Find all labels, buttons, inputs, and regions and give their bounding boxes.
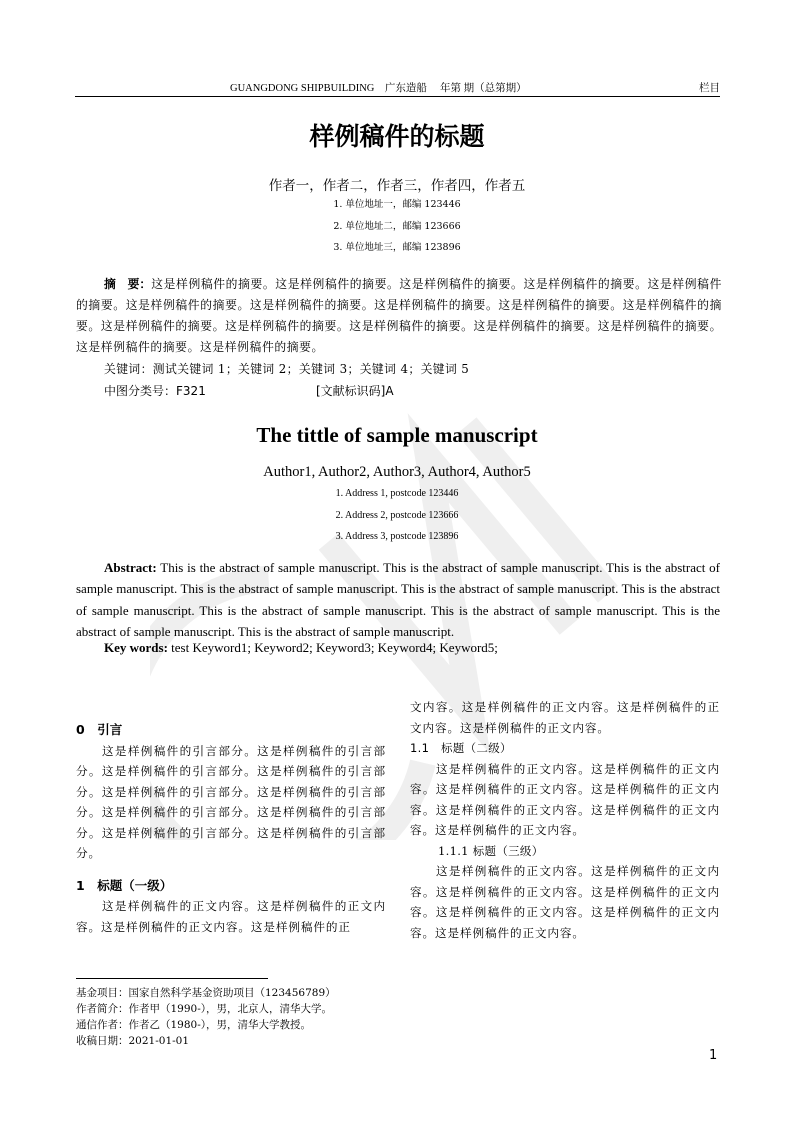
footnote-author-bio: 作者简介：作者甲（1990-），男，北京人，清华大学。 <box>76 1003 333 1015</box>
title-cn: 样例稿件的标题 <box>309 122 485 151</box>
section1-text-continued: 文内容。这是样例稿件的正文内容。这是样例稿件的正文内容。这是样例稿件的正文内容。 <box>410 700 720 735</box>
issue-info: 年第 期（总第期） <box>440 83 527 94</box>
clc-code: F321 <box>176 384 206 398</box>
heading-level3: 1.1.1 标题（三级） <box>438 843 544 858</box>
address-cn-2: 2. 单位地址二，邮编 123666 <box>333 221 461 232</box>
abstract-cn-label: 摘 要： <box>104 277 152 291</box>
footnote-rule <box>76 978 268 979</box>
running-header <box>75 80 720 97</box>
authors-en: Author1, Author2, Author3, Author4, Author5 <box>263 464 531 480</box>
heading-introduction: 0 引言 <box>76 722 123 737</box>
title-en: The tittle of sample manuscript <box>256 423 538 447</box>
keywords-en <box>104 640 498 656</box>
heading-level1: 1 标题（一级） <box>76 877 173 893</box>
left-column <box>76 720 386 937</box>
heading-level2: 1.1 标题（二级） <box>410 741 512 755</box>
classification <box>104 382 504 399</box>
abstract-en-text: This is the abstract of sample manuscript. This is the abstract of sample manuscript. This is the abstract of sample manuscript. This is the abstract of sample manuscript. This is the abstract of sample manuscript. This is the abstract of sample manuscript. This is the abstract of sample manuscript. This is the abstract of sample manuscript. This is the abstract of sample manuscript. This is the abstract of sample manuscript. <box>76 560 720 639</box>
abstract-cn-text: 这是样例稿件的摘要。这是样例稿件的摘要。这是样例稿件的摘要。这是样例稿件的摘要。这是样例稿件的摘要。这是样例稿件的摘要。这是样例稿件的摘要。这是样例稿件的摘要。这是样例稿件的摘要。这是样例稿件的摘要。这是样例稿件的摘要。这是样例稿件的摘要。这是样例稿件的摘要。这是样例稿件的摘要。这是样例稿件的摘要。这是样例稿件的摘要。这是样例稿件的摘要。 <box>76 277 722 354</box>
page-number: 1 <box>709 1048 718 1063</box>
abstract-en <box>76 557 720 642</box>
journal-name-cn: 广东造船 <box>384 83 427 94</box>
keywords-en-label: Key words: <box>104 640 168 655</box>
keywords-cn <box>104 360 469 377</box>
footnotes <box>76 985 336 1049</box>
footnote-fund: 基金项目：国家自然科学基金资助项目（123456789） <box>76 987 336 999</box>
clc-label: 中图分类号： <box>104 384 177 398</box>
address-cn-1: 1. 单位地址一，邮编 123446 <box>333 199 461 210</box>
right-column <box>410 697 720 943</box>
footnote-received-date: 收稿日期：2021-01-01 <box>76 1035 190 1047</box>
abstract-en-label: Abstract: <box>104 560 157 575</box>
document-code: [文献标识码]A <box>316 384 394 398</box>
introduction-text: 这是样例稿件的引言部分。这是样例稿件的引言部分。这是样例稿件的引言部分。这是样例稿件的引言部分。这是样例稿件的引言部分。这是样例稿件的引言部分。这是样例稿件的引言部分。这是样例稿件的引言部分。这是样例稿件的引言部分。这是样例稿件的引言部分。 <box>76 743 386 860</box>
keywords-en-text: test Keyword1; Keyword2; Keyword3; Keyword4; Keyword5; <box>167 640 498 655</box>
authors-cn: 作者一，作者二，作者三，作者四，作者五 <box>268 178 526 194</box>
journal-name: GUANGDONG SHIPBUILDING 广东造船 年第 期（总第期） <box>230 83 527 94</box>
abstract-cn <box>76 274 722 358</box>
keywords-cn-text: 测试关键词 1；关键词 2；关键词 3；关键词 4；关键词 5 <box>152 362 470 376</box>
section11-text: 这是样例稿件的正文内容。这是样例稿件的正文内容。这是样例稿件的正文内容。这是样例稿件的正文内容。这是样例稿件的正文内容。这是样例稿件的正文内容。这是样例稿件的正文内容。 <box>410 761 720 837</box>
footnote-corresponding: 通信作者：作者乙（1980-），男，清华大学教授。 <box>76 1019 312 1031</box>
address-en-2: 2. Address 2, postcode 123666 <box>335 510 459 521</box>
section1-text: 这是样例稿件的正文内容。这是样例稿件的正文内容。这是样例稿件的正文内容。这是样例稿件的正 <box>76 899 386 934</box>
address-cn-3: 3. 单位地址三，邮编 123896 <box>333 242 461 253</box>
keywords-cn-label: 关键词： <box>104 362 153 376</box>
address-en-3: 3. Address 3, postcode 123896 <box>335 531 459 542</box>
section111-text: 这是样例稿件的正文内容。这是样例稿件的正文内容。这是样例稿件的正文内容。这是样例稿件的正文内容。这是样例稿件的正文内容。这是样例稿件的正文内容。这是样例稿件的正文内容。 <box>410 864 720 940</box>
column-name: 栏目 <box>699 82 720 94</box>
address-en-1: 1. Address 1, postcode 123446 <box>335 488 459 499</box>
